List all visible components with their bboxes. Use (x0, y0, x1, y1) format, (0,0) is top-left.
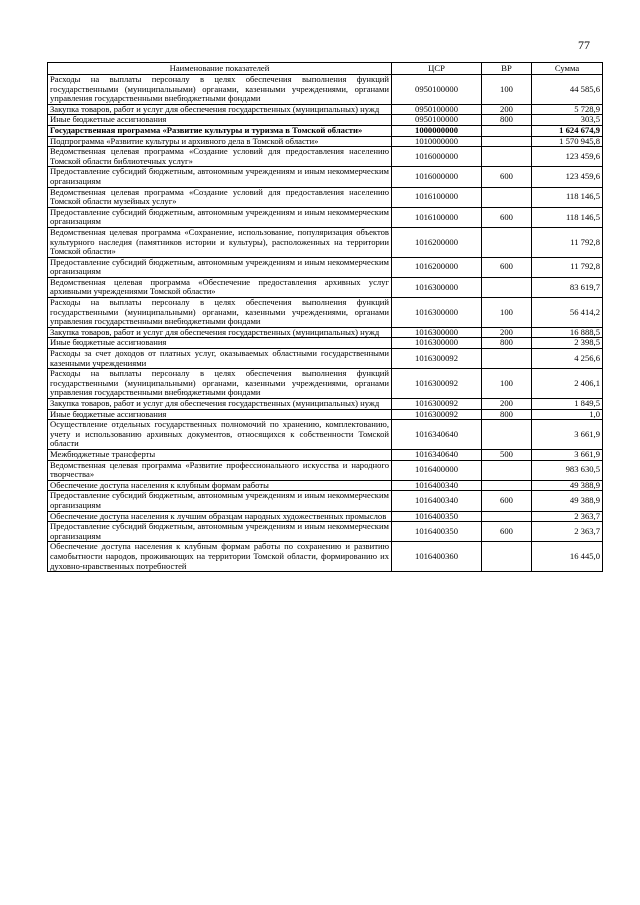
row-csr: 1016200000 (392, 257, 482, 277)
row-csr: 1016300000 (392, 277, 482, 297)
row-vr: 600 (482, 207, 532, 227)
row-name: Расходы на выплаты персоналу в целях обеспечения выполнения функций государственными (муниципальными) органами, казенными учреждениями, органами управления государственными внебюджетными фондами (48, 298, 392, 328)
row-csr: 1016400350 (392, 522, 482, 542)
row-sum: 49 388,9 (532, 480, 603, 491)
table-row (48, 147, 603, 167)
table-row (48, 136, 603, 147)
table-row (48, 227, 603, 257)
row-vr: 800 (482, 409, 532, 420)
page-number: 77 (578, 38, 590, 52)
table-row (48, 125, 603, 136)
row-sum: 303,5 (532, 115, 603, 126)
table-row (48, 75, 603, 105)
row-vr: 600 (482, 522, 532, 542)
row-csr: 1016300000 (392, 338, 482, 349)
row-csr: 1000000000 (392, 125, 482, 136)
row-vr: 100 (482, 369, 532, 399)
row-csr: 1016000000 (392, 167, 482, 187)
row-csr: 1016340640 (392, 420, 482, 450)
row-csr: 0950100000 (392, 75, 482, 105)
row-vr: 600 (482, 491, 532, 511)
row-name: Закупка товаров, работ и услуг для обеспечения государственных (муниципальных) нужд (48, 104, 392, 115)
row-csr: 1016300092 (392, 399, 482, 410)
row-sum: 118 146,5 (532, 207, 603, 227)
row-name: Предоставление субсидий бюджетным, автономным учреждениям и иным некоммерческим организациям (48, 491, 392, 511)
row-vr (482, 125, 532, 136)
row-sum: 123 459,6 (532, 147, 603, 167)
table-row (48, 460, 603, 480)
row-name: Закупка товаров, работ и услуг для обеспечения государственных (муниципальных) нужд (48, 327, 392, 338)
row-name: Предоставление субсидий бюджетным, автономным учреждениям и иным некоммерческим организациям (48, 167, 392, 187)
row-vr: 600 (482, 167, 532, 187)
row-name: Ведомственная целевая программа «Сохранение, использование, популяризация объектов культурного наследия (памятников истории и культуры), расположенных на территории Томской области» (48, 227, 392, 257)
row-sum: 11 792,8 (532, 227, 603, 257)
row-csr: 1016000000 (392, 147, 482, 167)
row-sum: 56 414,2 (532, 298, 603, 328)
row-name: Обеспечение доступа населения к лучшим образцам народных художественных промыслов (48, 511, 392, 522)
row-vr: 800 (482, 115, 532, 126)
table-row (48, 207, 603, 227)
row-name: Обеспечение доступа населения к клубным формам работы по сохранению и развитию самобытности народов, проживающих на территории Томской области, формированию их духовно-нравственных потребностей (48, 542, 392, 572)
row-csr: 1016100000 (392, 207, 482, 227)
row-csr: 1016300092 (392, 349, 482, 369)
header-name: Наименование показателей (48, 63, 392, 75)
row-sum: 5 728,9 (532, 104, 603, 115)
table-body (48, 75, 603, 572)
row-name: Ведомственная целевая программа «Создание условий для предоставления населению Томской области музейных услуг» (48, 187, 392, 207)
row-csr: 1010000000 (392, 136, 482, 147)
table-row (48, 491, 603, 511)
row-sum: 2 363,7 (532, 522, 603, 542)
row-name: Расходы за счет доходов от платных услуг, оказываемых областными государственными казенными учреждениями (48, 349, 392, 369)
row-csr: 1016400350 (392, 511, 482, 522)
header-vr: ВР (482, 63, 532, 75)
row-vr: 500 (482, 449, 532, 460)
row-sum: 3 661,9 (532, 449, 603, 460)
row-sum: 2 398,5 (532, 338, 603, 349)
row-vr (482, 480, 532, 491)
row-name: Обеспечение доступа населения к клубным формам работы (48, 480, 392, 491)
table-row (48, 257, 603, 277)
row-sum: 4 256,6 (532, 349, 603, 369)
row-csr: 1016340640 (392, 449, 482, 460)
header-csr: ЦСР (392, 63, 482, 75)
row-vr: 800 (482, 338, 532, 349)
row-sum: 123 459,6 (532, 167, 603, 187)
row-csr: 1016100000 (392, 187, 482, 207)
row-vr: 200 (482, 399, 532, 410)
budget-table (47, 62, 603, 572)
row-name: Ведомственная целевая программа «Обеспечение предоставления архивных услуг архивными учреждениями Томской области» (48, 277, 392, 297)
table-row (48, 480, 603, 491)
table-header-row (48, 63, 603, 75)
row-csr: 1016300000 (392, 327, 482, 338)
row-vr (482, 542, 532, 572)
row-sum: 2 363,7 (532, 511, 603, 522)
row-vr (482, 277, 532, 297)
row-vr (482, 460, 532, 480)
row-vr: 600 (482, 257, 532, 277)
row-vr: 200 (482, 104, 532, 115)
row-name: Ведомственная целевая программа «Создание условий для предоставления населению Томской области библиотечных услуг» (48, 147, 392, 167)
row-name: Предоставление субсидий бюджетным, автономным учреждениям и иным некоммерческим организациям (48, 257, 392, 277)
table-row (48, 277, 603, 297)
table-row (48, 409, 603, 420)
row-sum: 16 888,5 (532, 327, 603, 338)
table-row (48, 522, 603, 542)
row-csr: 1016300000 (392, 298, 482, 328)
row-sum: 16 445,0 (532, 542, 603, 572)
row-name: Осуществление отдельных государственных полномочий по хранению, комплектованию, учету и использованию архивных документов, относящихся к собственности Томской области (48, 420, 392, 450)
table-row (48, 298, 603, 328)
row-csr: 1016400000 (392, 460, 482, 480)
row-vr (482, 147, 532, 167)
table-row (48, 115, 603, 126)
row-name: Предоставление субсидий бюджетным, автономным учреждениям и иным некоммерческим организациям (48, 207, 392, 227)
row-sum: 118 146,5 (532, 187, 603, 207)
row-vr (482, 349, 532, 369)
row-vr (482, 136, 532, 147)
row-name: Закупка товаров, работ и услуг для обеспечения государственных (муниципальных) нужд (48, 399, 392, 410)
row-vr (482, 187, 532, 207)
table-row (48, 449, 603, 460)
table-row (48, 511, 603, 522)
row-csr: 1016400340 (392, 480, 482, 491)
row-name: Иные бюджетные ассигнования (48, 338, 392, 349)
row-sum: 2 406,1 (532, 369, 603, 399)
row-csr: 0950100000 (392, 115, 482, 126)
row-name: Межбюджетные трансферты (48, 449, 392, 460)
row-vr (482, 511, 532, 522)
table-row (48, 349, 603, 369)
row-vr (482, 420, 532, 450)
row-sum: 11 792,8 (532, 257, 603, 277)
row-csr: 0950100000 (392, 104, 482, 115)
row-sum: 83 619,7 (532, 277, 603, 297)
row-vr: 200 (482, 327, 532, 338)
row-sum: 1 624 674,9 (532, 125, 603, 136)
row-name: Предоставление субсидий бюджетным, автономным учреждениям и иным некоммерческим организациям (48, 522, 392, 542)
table-row (48, 167, 603, 187)
row-name: Иные бюджетные ассигнования (48, 115, 392, 126)
row-vr: 100 (482, 75, 532, 105)
row-sum: 1 849,5 (532, 399, 603, 410)
row-name: Ведомственная целевая программа «Развитие профессионального искусства и народного творчества» (48, 460, 392, 480)
table-row (48, 420, 603, 450)
table-row (48, 399, 603, 410)
row-vr (482, 227, 532, 257)
row-csr: 1016400360 (392, 542, 482, 572)
row-csr: 1016300092 (392, 369, 482, 399)
row-sum: 3 661,9 (532, 420, 603, 450)
table-row (48, 542, 603, 572)
row-csr: 1016400340 (392, 491, 482, 511)
row-name: Расходы на выплаты персоналу в целях обеспечения выполнения функций государственными (муниципальными) органами, казенными учреждениями, органами управления государственными внебюджетными фондами (48, 369, 392, 399)
row-vr: 100 (482, 298, 532, 328)
row-sum: 44 585,6 (532, 75, 603, 105)
row-sum: 1,0 (532, 409, 603, 420)
table-row (48, 187, 603, 207)
row-sum: 49 388,9 (532, 491, 603, 511)
header-sum: Сумма (532, 63, 603, 75)
row-name: Расходы на выплаты персоналу в целях обеспечения выполнения функций государственными (муниципальными) органами, казенными учреждениями, органами управления государственными внебюджетными фондами (48, 75, 392, 105)
table-row (48, 327, 603, 338)
row-name: Государственная программа «Развитие культуры и туризма в Томской области» (48, 125, 392, 136)
table-row (48, 369, 603, 399)
row-name: Иные бюджетные ассигнования (48, 409, 392, 420)
row-sum: 983 630,5 (532, 460, 603, 480)
row-name: Подпрограмма «Развитие культуры и архивного дела в Томской области» (48, 136, 392, 147)
table-row (48, 104, 603, 115)
row-csr: 1016300092 (392, 409, 482, 420)
row-csr: 1016200000 (392, 227, 482, 257)
row-sum: 1 570 945,8 (532, 136, 603, 147)
table-row (48, 338, 603, 349)
